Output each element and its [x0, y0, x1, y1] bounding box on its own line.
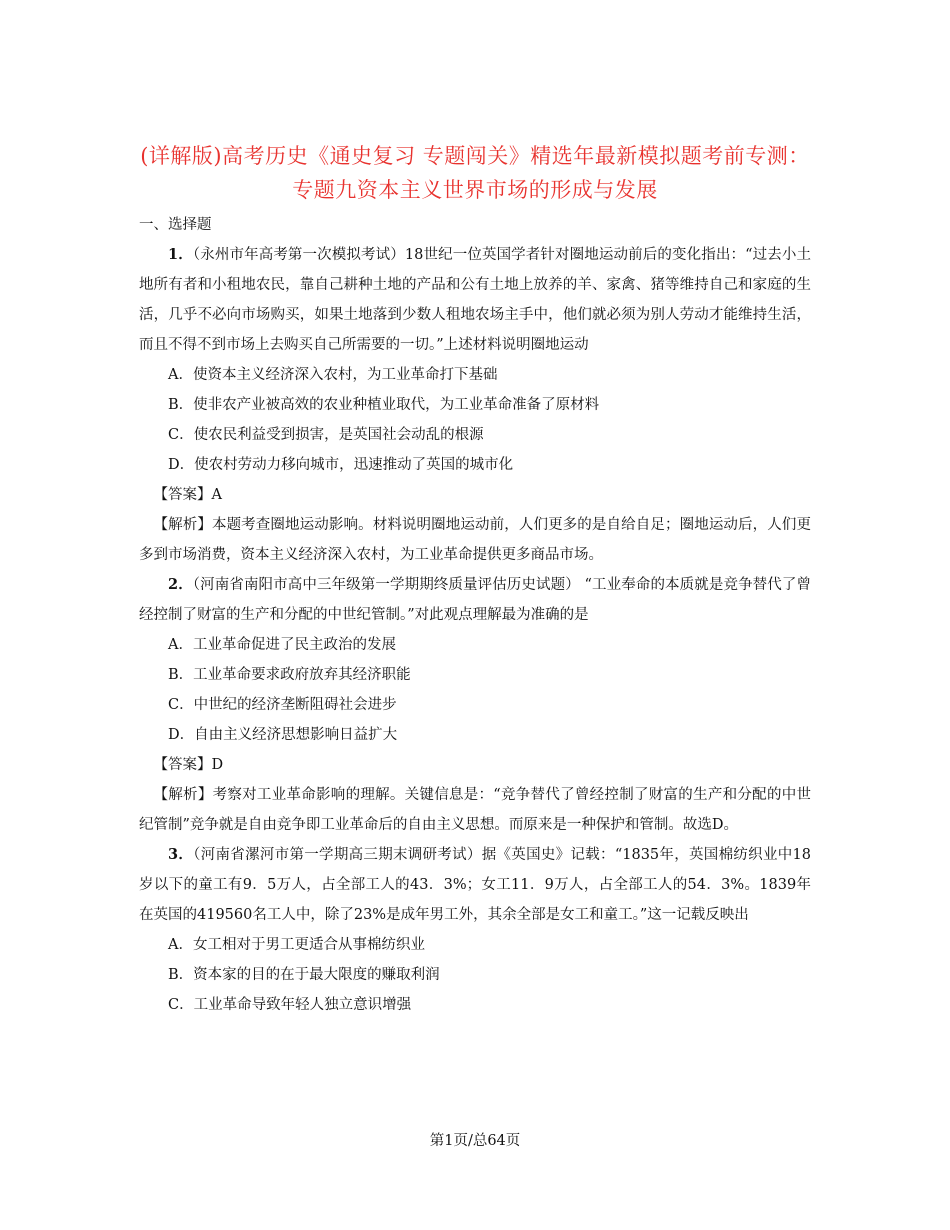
question-2-option-b: B．工业革命要求政府放弃其经济职能 — [168, 667, 411, 683]
question-1-stem — [139, 240, 811, 360]
question-3-number: 3． — [168, 846, 194, 863]
question-1-number: 1． — [168, 246, 193, 263]
question-2-option-c: C．中世纪的经济垄断阻碍社会进步 — [168, 697, 397, 713]
document-title-line-1: (详解版)高考历史《通史复习 专题闯关》精选年最新模拟题考前专测： — [140, 144, 810, 168]
question-3-option-a: A．女工相对于男工更适合从事棉纺织业 — [168, 937, 425, 953]
question-1-option-b: B．使非农产业被高效的农业种植业取代，为工业革命准备了原材料 — [168, 397, 600, 413]
question-1-option-d: D．使农村劳动力移向城市，迅速推动了英国的城市化 — [168, 457, 514, 473]
question-2-option-d: D．自由主义经济思想影响日益扩大 — [168, 727, 398, 743]
question-3-text: （河南省漯河市第一学期高三期末调研考试）据《英国史》记载：“1835年，英国棉纺织业中18岁以下的童工有9．5万人，占全部工人的43．3%；女工11．9万人，占全部工人的54．3%。1839年在英国的419560名工人中，除了23%是成年男工外，其余全部是女工和童工。”这一记载反映出 — [139, 847, 811, 923]
document-title-line-2: 专题九资本主义世界市场的形成与发展 — [292, 178, 658, 202]
page-footer: 第1页/总64页 — [429, 1133, 521, 1149]
question-3-option-c: C．工业革命导致年轻人独立意识增强 — [168, 997, 412, 1013]
question-2-number: 2． — [168, 576, 193, 593]
question-2-answer: 【答案】D — [153, 757, 224, 773]
question-1-analysis: 【解析】本题考查圈地运动影响。材料说明圈地运动前，人们更多的是自给自足；圈地运动后，人们更多到市场消费，资本主义经济深入农村，为工业革命提供更多商品市场。 — [139, 517, 811, 563]
document-body — [139, 210, 811, 1020]
section-heading: 一、选择题 — [139, 217, 212, 233]
question-1-option-c: C．使农民利益受到损害，是英国社会动乱的根源 — [168, 427, 484, 443]
question-1-text: （永州市年高考第一次模拟考试）18世纪一位英国学者针对圈地运动前后的变化指出：“过去小土地所有者和小租地农民，靠自己耕种土地的产品和公有土地上放养的羊、家禽、猪等维持自己和家庭的生活，几乎不必向市场购买，如果土地落到少数人租地农场主手中，他们就必须为别人劳动才能维持生活，而且不得不到市场上去购买自己所需要的一切。”上述材料说明圈地运动 — [139, 247, 811, 353]
question-2-stem — [139, 570, 811, 630]
question-1-option-a: A．使资本主义经济深入农村，为工业革命打下基础 — [168, 367, 498, 383]
question-3-stem — [139, 840, 811, 930]
question-2-text: （河南省南阳市高中三年级第一学期期终质量评估历史试题） “工业奉命的本质就是竞争替代了曾经控制了财富的生产和分配的中世纪管制。”对此观点理解最为准确的是 — [139, 577, 811, 623]
question-3-option-b: B．资本家的目的在于最大限度的赚取利润 — [168, 967, 440, 983]
question-2-option-a: A．工业革命促进了民主政治的发展 — [168, 637, 396, 653]
question-2-analysis: 【解析】考察对工业革命影响的理解。关键信息是：“竞争替代了曾经控制了财富的生产和分配的中世纪管制”竞争就是自由竞争即工业革命后的自由主义思想。而原来是一种保护和管制。故选D。 — [139, 787, 811, 833]
question-1-answer: 【答案】A — [153, 487, 222, 503]
